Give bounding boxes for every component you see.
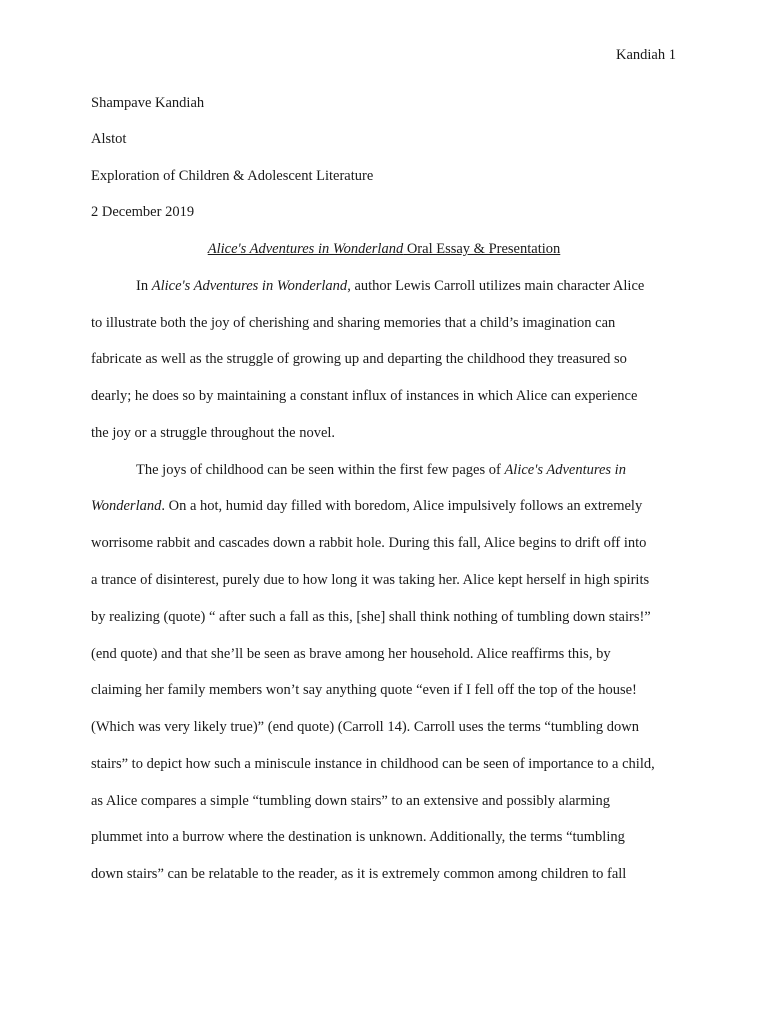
paragraph-line: (end quote) and that she’ll be seen as brave among her household. Alice reaffirms this, by	[91, 646, 611, 662]
paragraph-line	[136, 462, 626, 479]
author-name: Shampave Kandiah	[91, 95, 205, 111]
paragraph-line: claiming her family members won’t say anything quote “even if I fell off the top of the house!	[91, 682, 637, 698]
essay-title-rest: Oral Essay & Presentation	[403, 241, 561, 257]
paragraph-line	[91, 498, 642, 515]
paragraph-line: by realizing (quote) “ after such a fall as this, [she] shall think nothing of tumbling down stairs!”	[91, 609, 651, 625]
paragraph-line: fabricate as well as the struggle of growing up and departing the childhood they treasured so	[91, 351, 627, 367]
paragraph-line: dearly; he does so by maintaining a constant influx of instances in which Alice can experience	[91, 388, 638, 404]
book-title-italic: Alice's Adventures in	[504, 462, 626, 478]
essay-title	[0, 241, 768, 258]
paragraph-line: the joy or a struggle throughout the novel.	[91, 425, 336, 441]
paragraph-line: down stairs” can be relatable to the reader, as it is extremely common among children to fall	[91, 866, 627, 882]
course-name: Exploration of Children & Adolescent Literature	[91, 168, 374, 184]
paragraph-line: stairs” to depict how such a miniscule instance in childhood can be seen of importance to a child,	[91, 756, 655, 772]
running-header: Kandiah 1	[616, 47, 676, 63]
essay-title-italic: Alice's Adventures in Wonderland	[207, 241, 404, 257]
paragraph-line: as Alice compares a simple “tumbling down stairs” to an extensive and possibly alarming	[91, 793, 611, 809]
text-run: . On a hot, humid day filled with boredom, Alice impulsively follows an extremely	[161, 498, 643, 514]
paragraph-line: plummet into a burrow where the destination is unknown. Additionally, the terms “tumbling	[91, 829, 625, 845]
book-title-italic: Alice's Adventures in Wonderland	[151, 278, 348, 294]
paragraph-line: (Which was very likely true)” (end quote) (Carroll 14). Carroll uses the terms “tumbling down	[91, 719, 640, 735]
paragraph-line: a trance of disinterest, purely due to how long it was taking her. Alice kept herself in high spirits	[91, 572, 650, 588]
text-run: The joys of childhood can be seen within the first few pages of	[136, 462, 505, 478]
paragraph-line	[136, 278, 644, 295]
text-run: , author Lewis Carroll utilizes main character Alice	[347, 278, 645, 294]
paragraph-line: to illustrate both the joy of cherishing and sharing memories that a child’s imagination can	[91, 315, 616, 331]
book-title-italic: Wonderland	[91, 498, 162, 514]
essay-date: 2 December 2019	[91, 204, 195, 220]
paragraph-line: worrisome rabbit and cascades down a rabbit hole. During this fall, Alice begins to drift off into	[91, 535, 647, 551]
text-run: In	[136, 278, 152, 294]
instructor-name: Alstot	[91, 131, 127, 147]
